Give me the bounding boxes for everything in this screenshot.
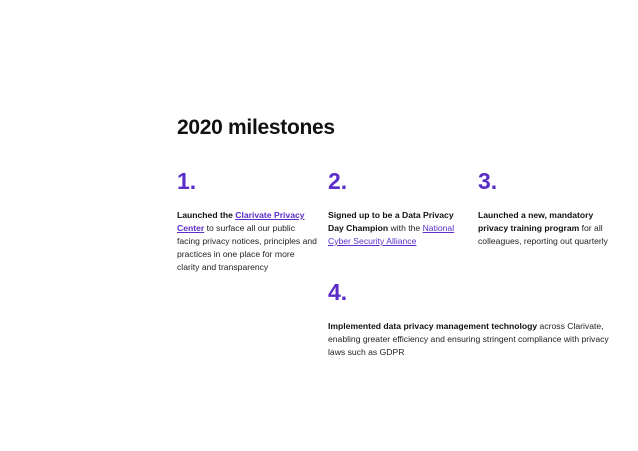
clarivate-privacy-center-link[interactable]: Clarivate Privacy Center	[177, 210, 305, 233]
milestone-description	[328, 209, 470, 248]
milestone-middle-text: with the	[388, 223, 423, 233]
milestone-description	[177, 209, 317, 274]
milestone-rest-text: to surface all our public facing privacy notices, principles and practices in one place for more clarity and transparency	[177, 223, 317, 272]
milestone-description	[328, 320, 613, 359]
milestone-number: 3.	[478, 168, 498, 194]
milestone-3	[478, 170, 618, 248]
milestone-bold-lead: Launched the	[177, 210, 236, 220]
milestone-number: 1.	[177, 168, 197, 194]
milestone-number: 4.	[328, 279, 348, 305]
milestone-bold-lead: Launched a new, mandatory privacy training program	[478, 210, 594, 233]
milestone-description	[478, 209, 618, 248]
milestone-number: 2.	[328, 168, 348, 194]
milestone-bold-lead: Signed up to be a Data Privacy Day Champion	[328, 210, 454, 233]
page-title: 2020 milestones	[177, 116, 335, 139]
national-cyber-security-alliance-link[interactable]: National Cyber Security Alliance	[328, 223, 455, 246]
milestone-rest-text: across Clarivate, enabling greater efficiency and ensuring stringent compliance with privacy laws such as GDPR	[328, 321, 609, 357]
milestone-2	[328, 170, 470, 248]
milestone-bold-lead: Implemented data privacy management technology	[328, 321, 538, 331]
milestone-1	[177, 170, 317, 274]
milestone-4	[328, 281, 613, 359]
milestone-rest-text: for all colleagues, reporting out quarterly	[478, 223, 608, 246]
